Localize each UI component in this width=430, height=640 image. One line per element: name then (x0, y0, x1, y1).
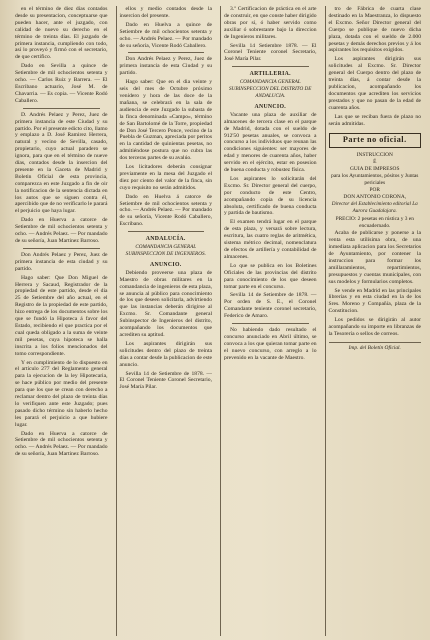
paragraph: No habiendo dado resultado el concurso anunciado en Abril último, se convoca a los que quieran tomar parte en el nuevo concurso, con arreglo a lo prevenido en la vacante de Maestro. (224, 327, 317, 361)
centered-line: É (373, 159, 377, 166)
paragraph: Dado en Huelva a quince de Setiembre de mil ochocientos setenta y ocho. — Andrés Pelaez. — Por mandado de su señoría, Vicente Rodó Caballero. (119, 21, 212, 49)
paragraph: 3.º Certificacion de práctica en el arte de construir, en que conste haber dirigido obras por sí, ó haber servido como auxiliar ó sobrestante bajo la direccion de Ingenieros militares. (224, 6, 317, 40)
divider (128, 52, 205, 53)
paragraph: en el término de diez días contados desde su presentacion, conceptuarse que pueden hacer, ante el juzgado, con calidad de nuevo su derecho en el término de treinta días. El juzgado de primera instancia, cumpliendo con todo, así lo proveyó y firmó con el secretario, de que certifico. (15, 6, 108, 61)
paragraph: Se vende en Madrid en las principales librerías y en esta ciudad en la de los Sres. Moreno y Compañía, plaza de la Constitucion. (328, 287, 421, 315)
divider (23, 248, 100, 249)
paragraph: Sevilla 14 de Setiembre de 1878. — Por orden de S. E., el Coronel Comandante teniente coronel secretario, Federico de Amaro. (224, 292, 317, 320)
section-subheading: Director del Establecimiento editorial La Aurora Guadalajara. (331, 200, 418, 214)
centered-line: para los Ayuntamientos, pósitos y Juntas periciales (331, 173, 419, 186)
section-heading: ANDALUCÍA. (145, 236, 186, 243)
column-2 (116, 6, 216, 636)
paragraph: Dado en Huerva a catorce de Setiembre de mil ochocientos setenta y ocho. — Andrés Pelaez. — Por mandado de su señoría, Juan Martinez Barroso. (15, 430, 108, 458)
paragraph: Los aspirantes lo solicitarán del Excmo. Sr. Director general del cuerpo, por conducto de este Centro, acompañando copia de su licencia absoluta, certificado de buena conducta y partida de bautismo. (224, 175, 317, 217)
paragraph: D. Andrés Pelaez y Perez, Juez de primera instancia de este Ciudad y su partido. Por el presente edicto cito, llamo y emplazo a D. José Ramirez Herrera, natural y vecino de Sevilla, casado, propietario, cuyo actual paradero se ignora, para que en el término de nueve días, contados desde la insercion del presente en la Gaceta de Madrid y Boletin Oficial de esta provincia, comparezca en este Juzgado a fin de oir la notificacion de la sentencia dictada en los autos que se siguen contra él, apercibido que de no verificarlo le parará el perjuicio que haya lugar. (15, 111, 108, 215)
paragraph: Los aspirantes dirigirán sus solicitudes al Excmo. Sr. Director general del Cuerpo dentro del plazo de treinta días, á contar desde la publicacion, acompañando los documentos que acrediten los servicios prestados y que no pasan de la edad de cuarenta años. (328, 56, 421, 111)
centered-line: INSTRUCCION (356, 152, 393, 159)
paragraph: Los aspirantes dirigirán sus solicitudes dentro del plazo de treinta días a contar desde la publicacion de este anuncio. (119, 340, 212, 368)
divider (23, 108, 100, 109)
centered-line: PRECIO: 2 pesetas en rústica y 3 en encuadernado. (335, 216, 414, 230)
paragraph: Dado en Huelva á catorce de Setiembre de mil ochocientos setenta y ocho. — Andrés Pelaez. — Por mandado de su señoría, Vicente Rodó Caballero, Escribano. (119, 193, 212, 228)
paragraph: Hago saber: Que Don Miguel de Herrera y Sacaud, Registrador de la propiedad de este partido, desde el dia 25 de Setiembre del año actual, en el Registro de la propiedad de este partido, hizo entrega de los documentos sobre los que se fundó la Hipoteca á favor del Estado, recibiendo el que practica por el cual queda obligado a la suma de veinte mil pesetas, cuya hipoteca se halla inscrita a los folios mencionados del tomo correspondiente. (15, 274, 108, 357)
section-subheading: COMANDANCIA GENERAL SUBINSPECCION DEL DISTRITO DE ANDALUCIA. (229, 79, 312, 99)
paragraph: Sevilla 14 Setiembre 1878. — El Coronel Teniente coronel Secretario, José María Pilar. (224, 42, 317, 63)
column-1 (12, 6, 111, 636)
paragraph: tro de Fábrica de cuarta clase destinado en la Maestranza, lo dispuesto el Excmo. Señor Director general del Cuerpo se publique de nuevo dicha plaza, dotada con el sueldo de 2.000 pesetas y demás derechos previos y á los aspirantes los requisitos exigidos. (328, 6, 421, 54)
paragraph: Don Andrés Pelaez y Perez, Juez de primera instancia de esta ciudad y su partido. (15, 251, 108, 272)
paragraph: Lo que se publica en los Boletines Oficiales de las provincias del distrito para conocimiento de los que deseen tomar parte en el concurso. (224, 262, 317, 290)
column-4 (325, 6, 425, 636)
section-heading: ARTILLERIA. (249, 71, 291, 78)
section-heading: ANUNCIO. (254, 103, 287, 110)
paragraph: Hago saber: Que en el dia veinte y seis del mes de Octubre próximo venidero y hora de las doce de la mañana, se celebrará en la sala de audiencia de este Juzgado la subasta de la finca denominada «Campo», término de San Bartolomé de la Torre, propiedad de Don José Tercero Ponce, vecino de la Puebla de Guzman, apreciada por peritos en la cantidad de quinientas pesetas, no admitiéndose postura que no cubra las dos terceras partes de su avalúo. (119, 79, 212, 162)
paragraph: El examen tendrá lugar en el parque de esta plaza, y versará sobre lectura, escritura, las cuatro reglas de aritmética, sistema métrico decimal, nomenclatura de efectos de artillería y contabilidad de almacenes. (224, 219, 317, 260)
paragraph: Dado en Huerva a catorce de Setiembre de mil ochocientos setenta y ocho. — Andrés Pelaez. — Por mandado de su señoría, Juan Martinez Barroso. (15, 217, 108, 244)
centered-line: DON ANTONIO CORONA, (343, 193, 407, 200)
paragraph: ellos y medio contados desde la insercion del presente. (119, 6, 212, 19)
divider (232, 323, 309, 324)
section-subheading: COMANDANCIA GENERAL SUBINSPECCION DE INGENIEROS. (125, 244, 206, 257)
paragraph: Los licitadores deberán consignar previamente en la mesa del Juzgado el diez por ciento del valor de la finca, sin cuyo requisito no serán admitidos. (119, 164, 212, 191)
column-3 (220, 6, 320, 636)
divider (232, 66, 309, 67)
divider (128, 231, 205, 232)
paragraph: Acaba de publicarse y ponerse a la venta esta utilísima obra, de una inmediata aplicacion para los Secretarios de Ayuntamiento, por contener la instruccion para formar los amillaramientos, repartimientos, presupuestos y cuentas municipales, con sus modelos y formularios completos. (328, 230, 421, 285)
centered-line: POR (369, 186, 380, 193)
paragraph: Sevilla 14 de Setiembre de 1878. — El Coronel Teniente Coronel Secretario, José María Pilar. (119, 370, 212, 391)
paragraph: Dado en Sevilla a quince de Setiembre de mil ochocientos setenta y ocho. — Carlos Ruiz y Barrera. — El Escribano actuario, José M. de Chavarria. — Es copia. — Vicente Rodó Caballero. (15, 63, 108, 104)
section-heading: ANUNCIO. (149, 261, 182, 268)
paragraph: Los pedidos se dirigirán al autor acompañando su importe en libranzas de la Tesorería o sellos de correos. (328, 317, 421, 337)
paragraph: Las que se reciban fuera de plazo no serán admitidas. (328, 113, 421, 127)
paragraph: Debiendo proveerse una plaza de Maestro de obras militares en la comandancia de ingenieros de esta plaza, se anuncia al público para conocimiento de los que deseen solicitarla, advirtiendo que las instancias deberán dirigirse al Excmo. Sr. Comandante general Subinspector de Ingenieros del distrito, acompañando los documentos que acrediten su aptitud. (119, 269, 212, 338)
footer-imprint: Imp. del Boletín Oficial. (329, 342, 422, 352)
section-banner: Parte no oficial. (329, 133, 422, 148)
paragraph: Vacante una plaza de auxiliar de almacenes de tercera clase en el parque de Madrid, dotada con el sueldo de 912'50 pesetas anuales, se convoca a concurso a los individuos que reunan las condiciones siguientes: ser mayores de edad y menores de cuarenta años, haber servido en el ejército, estar en posesion de buena conducta y robustez física. (224, 111, 317, 174)
paragraph: Y en cumplimiento de lo dispuesto en el artículo 277 del Reglamento general para la ejecucion de la ley Hipotecaria, se hace público por medio del presente para que los que se crean con derecho a reclamar dentro del plazo de treinta días lo verifiquen ante este Juzgado; pues pasado dicho término sin haberlo hecho les parará el perjuicio a que hubiere lugar. (15, 359, 108, 428)
paragraph: Don Andrés Pelaez y Perez, Juez de primera instancia de esta Ciudad y su partido. (119, 56, 212, 77)
centered-line: GUIA DE IMPRESOS (350, 166, 400, 173)
